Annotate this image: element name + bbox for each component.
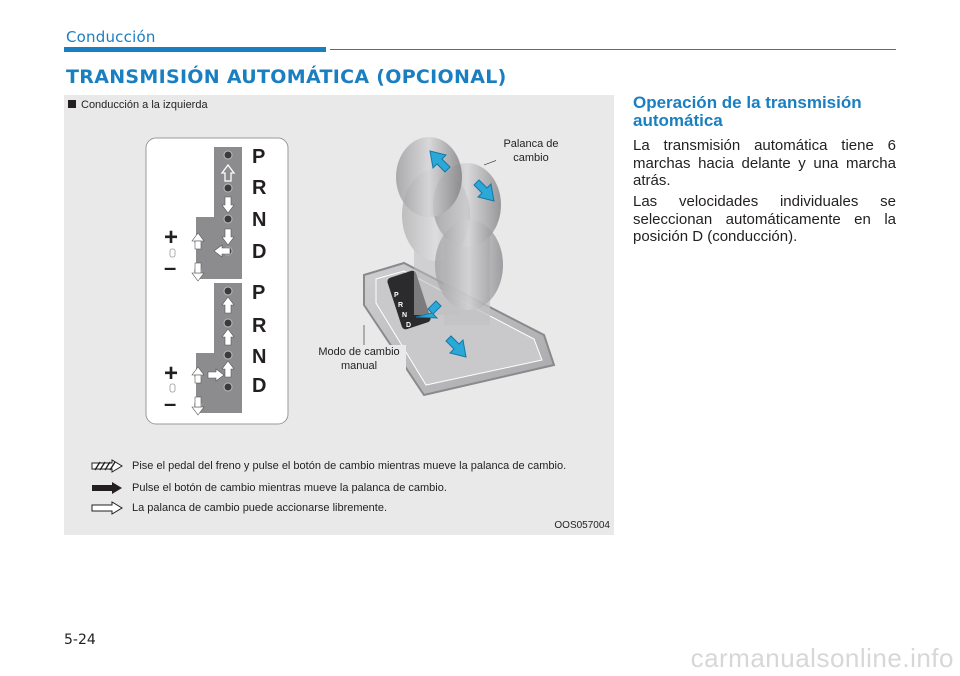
selector-letter-p: P <box>394 292 399 299</box>
paragraph-1: La transmisión automática tiene 6 marchas hacia delante y una marcha atrás. <box>633 137 896 189</box>
legend-row-outline <box>90 501 387 515</box>
lower-letter-d: D <box>252 375 267 397</box>
lower-minus: – <box>164 391 177 416</box>
legend-text-solid: Pulse el botón de cambio mientras mueve la palanca de cambio. <box>132 482 447 494</box>
upper-plus: + <box>164 224 179 251</box>
selector-letter-d: D <box>406 322 412 329</box>
upper-minus: – <box>164 255 177 280</box>
legend-row-solid <box>90 481 447 495</box>
lower-plus: + <box>164 360 179 387</box>
paragraph-2: Las velocidades individuales se seleccionan automáticamente en la posición D (conducción). <box>633 193 896 245</box>
legend-text-outline: La palanca de cambio puede accionarse libremente. <box>132 502 387 514</box>
page-title: TRANSMISIÓN AUTOMÁTICA (OPCIONAL) <box>66 66 507 88</box>
header-rule-thick <box>64 47 326 52</box>
section-title: Operación de la transmisión automática <box>633 93 862 130</box>
upper-letter-n: N <box>252 209 267 231</box>
callout-shift-lever: Palanca de cambio <box>496 137 566 165</box>
hatched-arrow-icon <box>90 459 124 473</box>
legend-text-hatched: Pise el pedal del freno y pulse el botón de cambio mientras mueve la palanca de cambio. <box>132 460 567 472</box>
outline-arrow-icon <box>90 501 124 515</box>
figure-caption-text: Conducción a la izquierda <box>81 99 208 111</box>
lower-letter-r: R <box>252 315 267 337</box>
upper-letter-r: R <box>252 177 267 199</box>
selector-letter-n: N <box>402 312 408 319</box>
selector-letter-r: R <box>398 302 404 309</box>
upper-letter-p: P <box>252 146 266 168</box>
header-rule-thin <box>330 49 896 50</box>
solid-arrow-icon <box>90 481 124 495</box>
figure-code: OOS057004 <box>554 520 610 531</box>
upper-letter-d: D <box>252 241 267 263</box>
section-header: Conducción <box>66 28 156 46</box>
legend-row-hatched <box>90 459 566 473</box>
lower-letter-p: P <box>252 282 266 304</box>
lower-letter-n: N <box>252 346 267 368</box>
figure <box>64 95 614 535</box>
page-number: 5-24 <box>64 632 96 648</box>
callout-manual-mode: Modo de cambio manual <box>312 345 406 373</box>
watermark: carmanualsonline.info <box>690 643 954 673</box>
